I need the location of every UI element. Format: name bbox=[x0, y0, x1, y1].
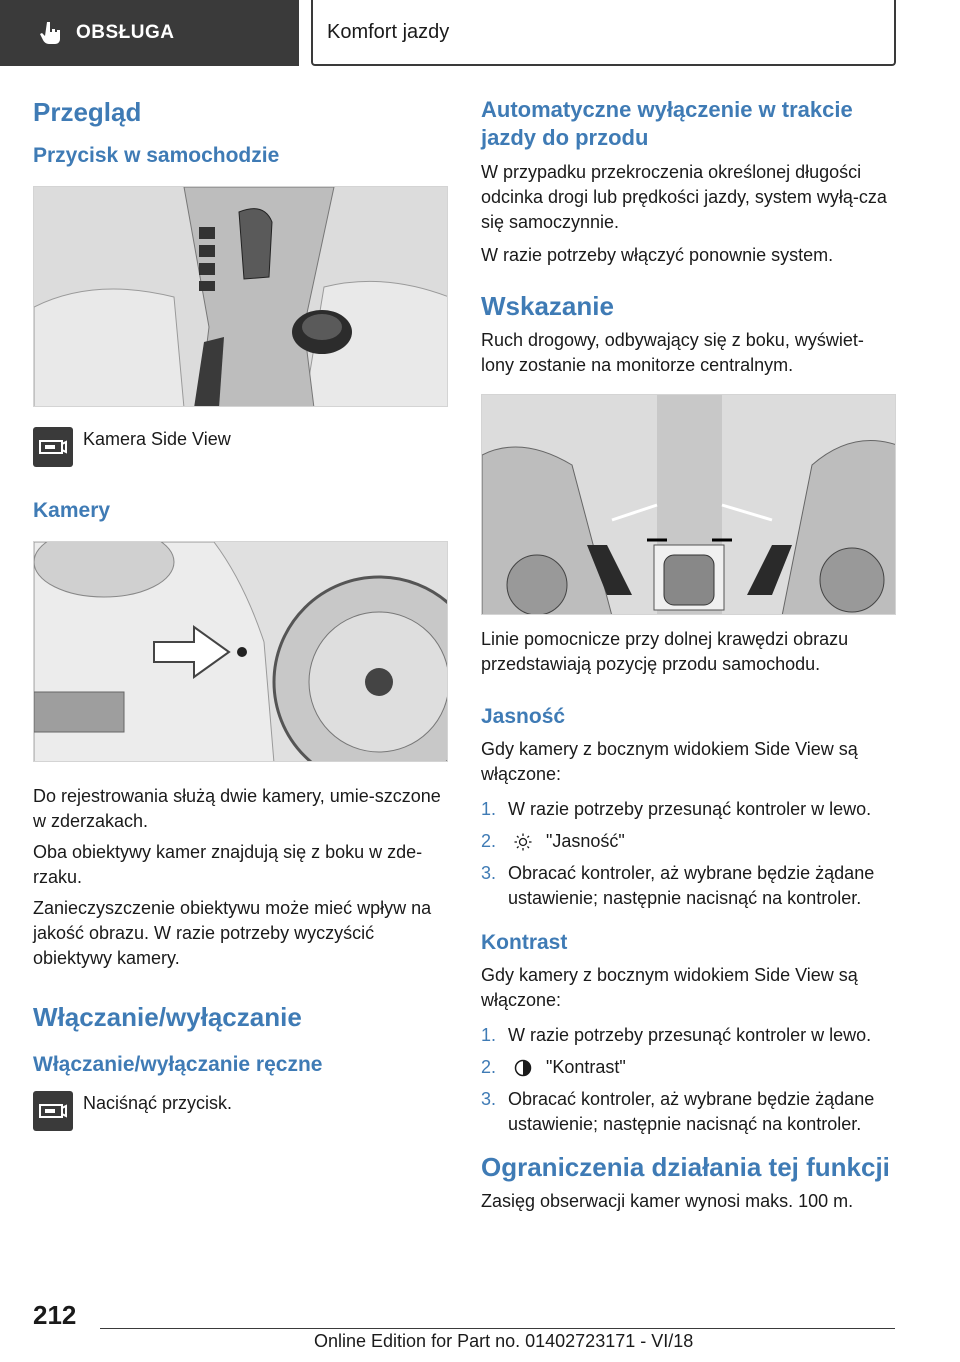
heading-wskazanie: Wskazanie bbox=[481, 291, 614, 321]
paragraph-kamery-1: Do rejestrowania służą dwie kamery, umie-szczone w zderzakach. bbox=[33, 786, 441, 831]
paragraph-linie: Linie pomocnicze przy dolnej krawędzi obrazu przedstawiają pozycję przodu samochodu. bbox=[481, 629, 849, 674]
list-item: 2. "Kontrast" bbox=[481, 1055, 896, 1080]
paragraph-auto-1: W przypadku przekroczenia określonej długości odcinka drogi lub prędkości jazdy, system wyłą-cza się samoczynnie. bbox=[481, 162, 887, 232]
list-item: 2. "Jasność" bbox=[481, 829, 896, 854]
paragraph-jasnosc: Gdy kamery z bocznym widokiem Side View są włączone: bbox=[481, 739, 858, 784]
paragraph-wskazanie: Ruch drogowy, odbywający się z boku, wyświet-lony zostanie na monitorze centralnym. bbox=[481, 330, 864, 375]
edition-note: Online Edition for Part no. 01402723171 - VI/18 bbox=[314, 1331, 694, 1351]
heading-automatyczne: Automatyczne wyłączenie w trakcie jazdy do przodu bbox=[481, 97, 853, 150]
list-item: 1. W razie potrzeby przesunąć kontroler w lewo. bbox=[481, 1025, 872, 1045]
side-view-camera-icon[interactable] bbox=[33, 1091, 73, 1131]
monitor-display-image bbox=[481, 394, 896, 615]
jasnosc-steps bbox=[481, 797, 896, 911]
paragraph-kontrast: Gdy kamery z bocznym widokiem Side View są włączone: bbox=[481, 965, 858, 1010]
paragraph-kamery-2: Oba obiektywy kamer znajdują się z boku w zde-rzaku. bbox=[33, 842, 423, 887]
heading-jasnosc: Jasność bbox=[481, 705, 566, 728]
left-column bbox=[33, 96, 448, 1131]
heading-przycisk: Przycisk w samochodzie bbox=[33, 144, 280, 167]
camera-button-row bbox=[33, 427, 448, 467]
list-item: 3. Obracać kontroler, aż wybrane będzie żądane ustawienie; następnie nacisnąć na kontroler. bbox=[481, 863, 875, 908]
sun-icon bbox=[512, 829, 534, 854]
hand-pointer-icon bbox=[38, 20, 64, 46]
heading-wlaczanie: Włączanie/wyłączanie bbox=[33, 1002, 302, 1032]
list-item: 3. Obracać kontroler, aż wybrane będzie żądane ustawienie; następnie nacisnąć na kontroler. bbox=[481, 1089, 875, 1134]
side-view-camera-icon[interactable] bbox=[33, 427, 73, 467]
camera-button-label: Kamera Side View bbox=[83, 429, 231, 449]
page-number: 212 bbox=[33, 1300, 77, 1330]
section-tab bbox=[0, 0, 299, 66]
right-column bbox=[481, 96, 896, 1214]
paragraph-kamery-3: Zanieczyszczenie obiektywu może mieć wpływ na jakość obrazu. W razie potrzeby wyczyścić obiektywy kamery. bbox=[33, 898, 432, 968]
paragraph-auto-2: W razie potrzeby włączyć ponownie system. bbox=[481, 245, 834, 265]
chapter-title: Komfort jazdy bbox=[327, 20, 450, 43]
contrast-icon bbox=[512, 1055, 534, 1080]
press-button-row bbox=[33, 1091, 448, 1131]
bumper-camera-image bbox=[33, 541, 448, 762]
paragraph-ograniczenia: Zasięg obserwacji kamer wynosi maks. 100 m. bbox=[481, 1191, 854, 1211]
section-title: OBSŁUGA bbox=[76, 22, 175, 43]
chapter-tab bbox=[311, 0, 896, 66]
kontrast-steps bbox=[481, 1023, 896, 1137]
heading-kamery: Kamery bbox=[33, 499, 111, 522]
heading-przeglad: Przegląd bbox=[33, 97, 142, 127]
heading-kontrast: Kontrast bbox=[481, 931, 568, 954]
footer-divider bbox=[100, 1328, 895, 1329]
heading-wlaczanie-reczne: Włączanie/wyłączanie ręczne bbox=[33, 1053, 323, 1076]
press-button-text: Naciśnąć przycisk. bbox=[83, 1093, 233, 1113]
heading-ograniczenia: Ograniczenia działania tej funkcji bbox=[481, 1152, 890, 1182]
list-item: 1. W razie potrzeby przesunąć kontroler w lewo. bbox=[481, 799, 872, 819]
console-image bbox=[33, 186, 448, 407]
